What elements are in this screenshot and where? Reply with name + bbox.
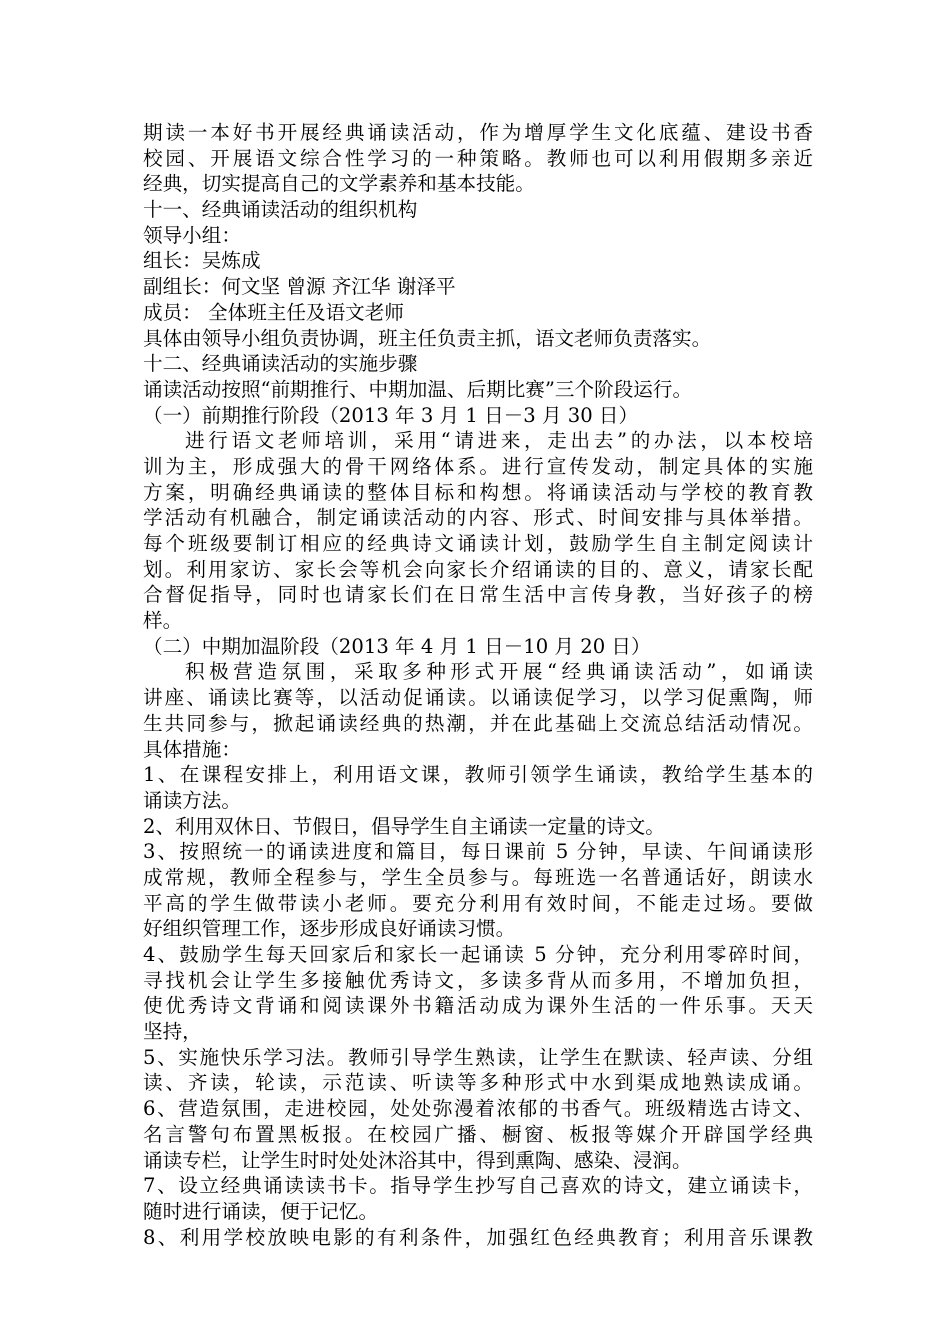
text-line: 4、鼓励学生每天回家后和家长一起诵读 5 分钟，充分利用零碎时间， [143,943,813,966]
text-line: 经典，切实提高自己的文学素养和基本技能。 [143,172,535,196]
text-line: （二）中期加温阶段（2013 年 4 月 1 日－10 月 20 日） [143,634,651,658]
text-line: 好组织管理工作，逐步形成良好诵读习惯。 [143,917,516,941]
text-line: 名言警句布置黑板报。在校园广播、橱窗、板报等媒介开辟国学经典 [143,1122,813,1146]
text-line: 1、在课程安排上，利用语文课，教师引领学生诵读，教给学生基本的 [143,763,813,787]
text-line: 3、按照统一的诵读进度和篇目，每日课前 5 分钟，早读、午间诵读形 [143,840,813,864]
text-line: 诵读专栏，让学生时时处处沐浴其中，得到熏陶、感染、浸润。 [143,1148,692,1172]
text-line: 十二、经典诵读活动的实施步骤 [143,352,418,376]
text-line: 成常规，教师全程参与，学生全员参与。每班选一名普通话好，朗读水 [143,865,813,889]
text-line: 组长：吴炼成 [143,249,261,273]
text-line: 随时进行诵读，便于记忆。 [143,1199,379,1223]
text-line: 7、设立经典诵读读书卡。指导学生抄写自己喜欢的诗文，建立诵读卡， [143,1174,813,1198]
text-line: 划。利用家访、家长会等机会向家长介绍诵读的目的、意义，请家长配 [143,557,813,581]
text-line: 学活动有机融合，制定诵读活动的内容、形式、时间安排与具体举措。 [143,506,813,530]
text-line: 成员： 全体班主任及语文老师 [143,300,404,324]
document-body [143,120,813,1250]
text-line: 十一、经典诵读活动的组织机构 [143,198,418,222]
text-line: 训为主，形成强大的骨干网络体系。进行宣传发动，制定具体的实施 [143,454,813,478]
text-line: 坚持， [143,1020,202,1044]
text-line: 5、实施快乐学习法。教师引导学生熟读，让学生在默读、轻声读、分组 [143,1045,813,1069]
text-line: （一）前期推行阶段（2013 年 3 月 1 日－3 月 30 日） [143,403,639,427]
text-line: 6、营造氛围，走进校园，处处弥漫着浓郁的书香气。班级精选古诗文、 [143,1097,813,1121]
text-line: 校园、开展语文综合性学习的一种策略。教师也可以利用假期多亲近 [143,146,813,170]
text-line: 诵读活动按照“前期推行、中期加温、后期比赛”三个阶段运行。 [143,377,693,401]
text-line: 积极营造氛围，采取多种形式开展“经典诵读活动”，如诵读 [185,660,813,684]
text-line: 具体措施： [143,737,241,761]
text-line: 讲座、诵读比赛等，以活动促诵读。以诵读促学习，以学习促熏陶，师 [143,686,813,710]
text-line: 副组长：何文坚 曾源 齐江华 谢泽平 [143,275,456,299]
text-line: 每个班级要制订相应的经典诗文诵读计划，鼓励学生自主制定阅读计 [143,532,813,555]
text-line: 样。 [143,609,183,633]
text-line: 使优秀诗文背诵和阅读课外书籍活动成为课外生活的一件乐事。天天 [143,994,813,1018]
text-line: 进行语文老师培训，采用“请进来，走出去”的办法，以本校培 [185,429,813,453]
text-line: 寻找机会让学生多接触优秀诗文，多读多背从而多用，不增加负担， [143,968,813,992]
text-line: 诵读方法。 [143,788,241,812]
text-line: 方案，明确经典诵读的整体目标和构想。将诵读活动与学校的教育教 [143,480,813,504]
text-line: 期读一本好书开展经典诵读活动，作为增厚学生文化底蕴、建设书香 [143,121,813,144]
text-line: 生共同参与，掀起诵读经典的热潮，并在此基础上交流总结活动情况。 [143,711,813,735]
text-line: 领导小组： [143,223,241,247]
text-line: 读、齐读，轮读，示范读、听读等多种形式中水到渠成地熟读成诵。 [143,1071,813,1095]
text-line: 合督促指导，同时也请家长们在日常生活中言传身教，当好孩子的榜 [143,583,813,607]
text-line: 2、利用双休日、节假日，倡导学生自主诵读一定量的诗文。 [143,814,665,838]
text-line: 具体由领导小组负责协调，班主任负责主抓，语文老师负责落实。 [143,326,712,350]
text-line: 平高的学生做带读小老师。要充分利用有效时间，不能走过场。要做 [143,891,813,915]
text-line: 8、利用学校放映电影的有利条件，加强红色经典教育；利用音乐课教 [143,1225,813,1249]
